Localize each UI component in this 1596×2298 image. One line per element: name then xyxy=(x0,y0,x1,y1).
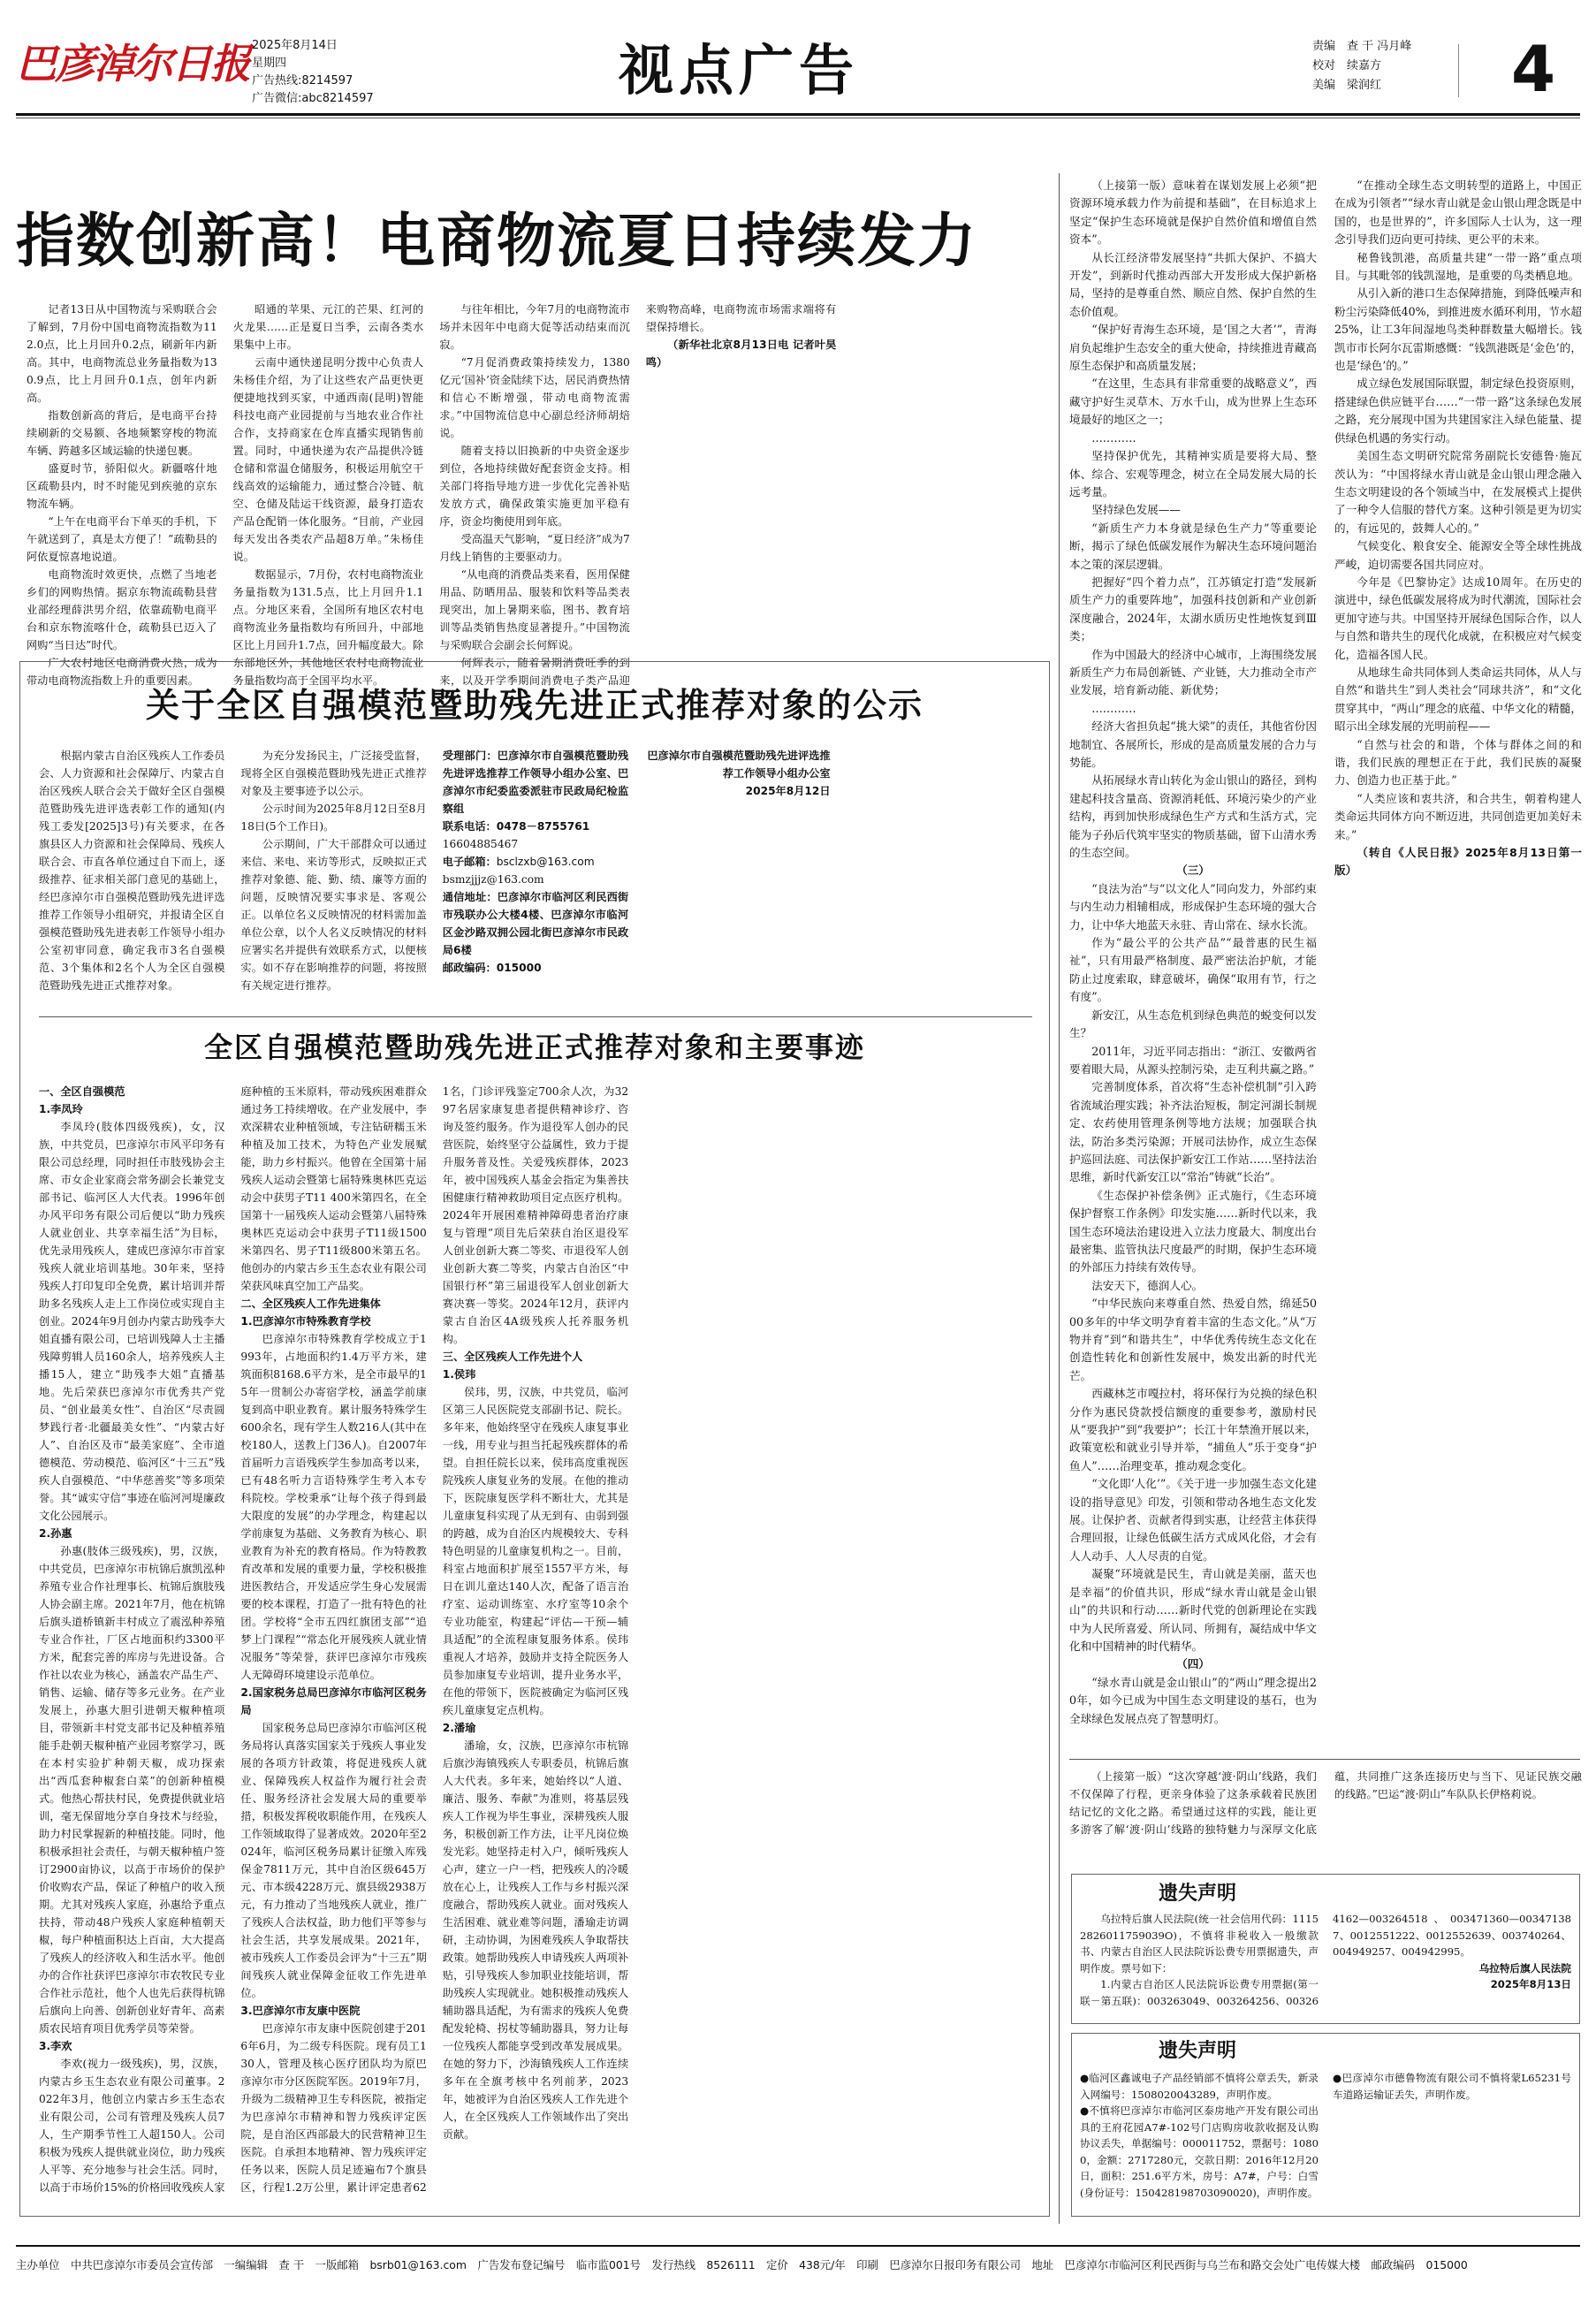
deeds-title: 全区自强模范暨助残先进正式推荐对象和主要事迹 xyxy=(203,1031,865,1064)
section-heading: 三、全区残疾人工作先进个人 xyxy=(442,1351,583,1363)
paragraph: 从拓展绿水青山转化为金山银山的路径，到构建起科技含量高、资源消耗低、环境污染少的产业结构，再到加快形成绿色生产方式和生活方式，完能为子孙后代筑牢坚实的物质基础，留下山清水秀的生态空间。 xyxy=(1069,773,1317,860)
paragraph: 坚持保护优先，其精神实质是要将大局、整体、综合、宏观等理念，树立在全局发展大局的长远考量。 xyxy=(1069,449,1317,498)
subheading: 1.巴彦淖尔市特殊教育学校 xyxy=(240,1315,371,1328)
paragraph: 完善制度体系，首次将“生态补偿机制”引入跨省流域治理实践；补齐法治短板，制定河湖长制规定、农药使用管理条例等地方法规；加强联合执法，防治多类污染源；开展司法协作，成立生态保护巡回法庭、司法保护新安江工作站……坚持法治思维，新时代新安江以“常治”铸就“长治”。 xyxy=(1069,1080,1317,1184)
subheading: 2.孙惠 xyxy=(39,1527,72,1540)
paragraph: 受高温天气影响，“夏日经济”成为7月线上销售的主要驱动力。 xyxy=(439,533,630,563)
paragraph: 随着支持以旧换新的中央资金逐步到位，各地持续做好配套资金支持。相关部门将指导地方进一步优化完善补贴发放方式，确保政策实施更加平稳有序，资金均衡使用到年底。 xyxy=(439,445,630,528)
paragraph: 今年是《巴黎协定》达成10周年。在历史的演进中，绿色低碳发展将成为时代潮流，国际社会更加守迹与共。中国坚持开展绿色国际合作，以人与自然和谐共生的现代化成就，在积极应对气候变化，造福各国人民。 xyxy=(1334,574,1582,661)
paragraph: “在推动全球生态文明转型的道路上，中国正在成为引领者”“绿水青山就是金山银山理念既是中国的，也是世界的”，许多国际人士认为，这一理念引导我们迈向更可持续、更公平的未来。 xyxy=(1334,179,1582,247)
lost-notice-2-title: 遗失声明 xyxy=(1158,2040,1236,2062)
notice-title: 关于全区自强模范暨助残先进正式推荐对象的公示 xyxy=(145,686,923,725)
editor-line: 校对 续嘉方 xyxy=(1312,59,1382,72)
paragraph: 作为“最公平的公共产品”“最普惠的民生福祉”，只有用最严格制度、最严密法治护航，才能防止过度索取，肆意破坏，确保“取用有节，行之有度”。 xyxy=(1069,936,1317,1004)
notice-body xyxy=(39,747,1032,1003)
footer-info: 主办单位 中共巴彦淖尔市委员会宣传部 一编编辑 查 干 一版邮箱 bsrb01@163.com 广告发布登记编号 临市监001号 发行热线 8526111 定价 438元/年 印刷 巴彦淖尔日报印务有限公司 地址 巴彦淖尔市临河区利民西街与乌兰布和路交会处广电传媒大楼 邮政编码 015000 xyxy=(16,2258,1468,2271)
paragraph: 盛夏时节，骄阳似火。新疆喀什地区疏勒县内，时不时能见到疾驰的京东物流车辆。 xyxy=(27,462,217,510)
paragraph: 电商物流时效更快，点燃了当地老乡们的网购热情。据京东物流疏勒县营业部经理薛洪男介绍，依靠疏勒电商平台和京东物流喀什仓，疏勒县已迈入了网购“当日达”时代。 xyxy=(27,568,217,651)
paragraph: 与往年相比，今年7月的电商物流市场并未因年中电商大促等活动结束而沉寂。 xyxy=(439,303,630,351)
subheading: 1.李凤玲 xyxy=(39,1103,83,1115)
editor-line: 责编 查 干 冯月峰 xyxy=(1312,40,1412,53)
paragraph: 2011年，习近平同志指出：“浙江、安徽两省要着眼大局，从源头控制污染，走互利共赢之路。” xyxy=(1069,1044,1317,1076)
paragraph: 从地球生命共同体到人类命运共同体，从人与自然“和谐共生”到人类社会“同球共济”，和“文化贯穿其中，“两山”理念的底蕴、中华文化的精髓，昭示出全球发展的光明前程—— xyxy=(1334,665,1582,734)
lost-notice-1-body xyxy=(1080,1911,1571,2020)
paragraph: ………… xyxy=(1091,701,1136,715)
deeds-body xyxy=(39,1083,1032,2205)
paragraph: 孙惠(肢体三级残疾)，男，汉族，中共党员，巴彦淖尔市杭锦后旗凯泓种养殖专业合作社理事长、杭锦后旗肢残人协会副主席。2021年7月，他在杭锦后旗头道桥镇新丰村成立了震泓种养殖专业合作社，厂区占地面积约3300平方米，配套完善的库房与先进设备。合作社以农业为核心，涵盖农产品生产、销售、运输、储存等多元业务。在产业发展上，孙惠大胆引进朝天椒种植项目，带领新丰村党支部书记及种植养殖能手赴朝天椒种植产业园考察学习，既在本村实验扩种朝天椒，成功探索出“西瓜套种椒套白菜”的创新种植模式。他热心帮扶村民，免费提供就业培训，毫无保留地分享自身技术与经验，助力村民掌握新的种植技能。同时，他积极承担社会责任，与朝天椒种植户签订2900亩协议，以高于市场价的保护价收购农产品，保证了种植户的收入预期。尤其对残疾人家庭，孙惠给予重点扶持，带动48户残疾人家庭种植朝天椒，每户种植面积达上百亩，大大提高了残疾人的经济收入和生活水平。他创办的合作社获评巴彦淖尔市农牧民专业合作社示范社，他个人也先后获得杭锦后旗向上向善、创新创业好青年、高素质农民培育项目优秀学员等荣誉。 xyxy=(39,1545,225,2035)
subheading: 3.巴彦淖尔市友康中医院 xyxy=(240,2005,361,2017)
paragraph: 指数创新高的背后，是电商平台持续刷新的交易额、各地频繁穿梭的物流车辆、跨越多区域运输的快递包裹。 xyxy=(27,409,217,457)
lost-notice-1-title: 遗失声明 xyxy=(1158,1883,1236,1905)
lost-notice-2-body xyxy=(1080,2070,1571,2211)
paragraph: 为充分发扬民主，广泛接受监督，现将全区自强模范暨助残先进正式推荐对象及主要事迹予以公示。 xyxy=(240,750,427,797)
paragraph: “人类应该和衷共济，和合共生，朝着构建人类命运共同体方向不断迈进，共同创造更加美好未来。” xyxy=(1334,791,1582,841)
paragraph: 何辉表示，随着暑期消费旺季的到来，以及开学季期间消费电子类产品迎来购物高峰，电商物流市场需求端将有望保持增长。 xyxy=(439,303,837,687)
paragraph: 《生态保护补偿条例》正式施行，《生态环境保护督察工作条例》印发实施……新时代以来，我国生态环境法治建设进入立法力度最大、制度出台最密集、监管执法尺度最严的时期，保护生态环境的外部压力持续有效传导。 xyxy=(1069,1188,1317,1275)
paragraph: 经济大省担负起“挑大梁”的责任，其他省份因地制宜、各展所长，形成的是高质量发展的合力与势能。 xyxy=(1069,719,1317,769)
section-heading: 二、全区残疾人工作先进集体 xyxy=(240,1297,381,1310)
paragraph: “从电商的消费品类来看，医用保健用品、防晒用品、服装和饮料等品类表现突出，加上暑期来临，图书、教育培训等品类销售热度显著提升。”中国物流与采购联合会副会长何辉说。 xyxy=(439,568,630,651)
paragraph: 凝聚“环境就是民生，青山就是美丽，蓝天也是幸福”的价值共识，形成“绿水青山就是金山银山”的共识和行动……新时代党的创新理论在实践中为人民所喜爱、所认同、所拥有，凝结成中华文化和中国精神的时代精华。 xyxy=(1069,1567,1317,1653)
section-heading: （三） xyxy=(1176,864,1210,878)
paragraph: 从引入新的港口生态保障措施，到降低噪声和粉尘污染降低40%，到推进废水循环利用，节水超25%，让工3年间湿地鸟类种群数量大幅增长。钱凯市市长阿尔瓦雷斯感慨：“钱凯港既是‘金色’的，也是‘绿色’的。” xyxy=(1334,286,1582,373)
phone2: 16604885467 xyxy=(442,838,519,850)
paragraph: ………… xyxy=(1091,430,1136,445)
paragraph: 数据显示，7月份，农村电商物流业务量指数为131.5点，比上月回升1.1点。分地区来看，全国所有地区农村电商物流业务量指数均有所回升，中部地区比上月回升1.7点，回升幅度最大。除东部地区外，其他地区农村电商物流业务量指数均高于全国平均水平。 xyxy=(232,568,424,687)
paragraph: 乌拉特后旗人民法院(统一社会信用代码：11152826011759039O)，不慎将非税收入一般缴款书、内蒙古自治区人民法院诉讼费专用票据遗失，声明作废。票号如下： xyxy=(1080,1913,1319,1975)
editor-line: 美编 梁润红 xyxy=(1312,79,1382,92)
postcode: 邮政编码：015000 xyxy=(442,962,542,974)
paragraph: （上接第一版）“这次穿越‘渡·阴山’线路，我们不仅保障了行程，更亲身体验了这条承载着民族团结记忆的文化之路。希望通过这样的实践，能让更多游客了解‘渡·阴山’线路的独特魅力与深厚文化底蕴，共同推广这条连接历史与当下、见证民族交融的线路。”巴运“渡·阴山”车队队长伊格莉说。 xyxy=(1069,1770,1582,1836)
continued-story xyxy=(1069,1768,1582,1865)
contact-phone: 联系电话：0478－8755761 xyxy=(442,820,590,833)
page-number: 4 xyxy=(1510,32,1556,106)
masthead-logo: 巴彦淖尔日报 xyxy=(16,40,249,88)
paragraph: “新质生产力本身就是绿色生产力”等重要论断，揭示了绿色低碳发展作为解决生态环境问题治本之策的深层逻辑。 xyxy=(1069,521,1317,571)
paragraph: 巴彦淖尔市特殊教育学校成立于1993年，占地面积约1.4万平方米，建筑面积8168.6平方米，是全市最早的15年一贯制公办寄宿学校，涵盖学前康复到高中职业教育。累计服务特殊学生600余名，现有学生人数216人(其中在校180人，送教上门36人)。自2007年首届听力言语残疾学生参加高考以来，已有48名听力言语特殊学生考入本专科院校。学校秉承“让每个孩子得到最大限度的发展”的办学理念，构建起以学前康复为基础、义务教育为核心、职业教育为补充的教育格局。作为特教教育改革和发展的重要力量，学校积极推进医教结合，开发适应学生身心发展需要的校本课程，打造了一批有特色的社团。学校将“全市五四红旗团支部”“追梦上门课程”“常态化开展残疾人就业情况服务”等荣誉，获评巴彦淖尔市残疾人无障碍环境建设示范单位。 xyxy=(240,1333,427,1681)
paragraph: 国家税务总局巴彦淖尔市临河区税务局将认真落实国家关于残疾人事业发展的各项方针政策，将促进残疾人就业、保障残疾人权益作为履行社会责任、服务经济社会发展大局的重要举措，积极发挥税收职能作用，在残疾人工作领域取得了显著成效。2020年至2024年，临河区税务局累计征缴入库残保金7811万元，其中自治区级645万元、市本级4228万元、旗县级2938万元，有力推动了当地残疾人就业，推广了残疾人合法权益，助力他们平等参与社会生活，共享发展成果。2021年，被市残疾人工作委员会评为“十三五”期间残疾人就业保障金征收工作先进单位。 xyxy=(240,1722,427,1999)
paragraph: 李欢(视力一级残疾)，男，汉族，内蒙古乡玉生态农业有限公司董事。2022年3月，他创立内蒙古乡玉生态农业有限公司，公司有管理及残疾人员7人，生产期季节性工人超150人。公司积极为残疾人提供就业岗位，助力残疾人平等、充分地参与社会生活。同时，以高于市场价15%的价格回收残疾人家庭种植的玉米原料，带动残疾困难群众通过务工持续增收。在产业发展中，李欢深耕农业种植领域，专注钻研糯玉米种植及加工技术，为特色产业发展赋能，助力乡村振兴。他曾在全国第十届残疾人运动会暨第七届特殊奥林匹克运动会中获男子T11 400米第四名，在全国第十一届残疾人运动会暨第八届特殊奥林匹克运动会中获男子T11级1500米第四名、男子T11级800米第五名。他创办的内蒙古乡玉生态农业有限公司荣获风味真空加工产品奖。 xyxy=(39,1085,427,2194)
paragraph: 侯玮，男，汉族，中共党员，临河区第三人民医院党支部副书记、院长。多年来，他始终坚守在残疾人康复事业一线，用专业与担当托起残疾群体的希望。自担任院长以来，侯玮高度重视医院残疾人康复业务的发展。在他的推动下，医院康复医学科不断壮大，尤其是儿童康复科实现了从无到有、由弱到强的跨越，成为自治区内规模较大、专科特色明显的儿童康复机构之一。目前，科室占地面积扩展至1557平方米，每日在训儿童达140人次，配备了语言治疗室、运动训练室、水疗室等10余个专业功能室，构建起“评估—干预—辅具适配”的全流程康复服务体系。侯玮重视人才培养，鼓励并支持全院医务人员参加康复专业培训，提升业务水平，在他的带领下，医院被确定为临河区残疾儿童康复定点机构。 xyxy=(442,1386,629,1716)
paragraph: 法安天下，德润人心。 xyxy=(1091,1278,1204,1292)
weekday-text: 星期四 xyxy=(252,57,287,70)
paragraph: 把握好“四个着力点”，江苏镇定打造“发展新质生产力的重要阵地”，加强科技创新和产业创新深度融合，2024年，太湖水质历史性地恢复到Ⅲ类； xyxy=(1069,574,1317,643)
subheading: 2.潘瑜 xyxy=(442,1722,476,1734)
lost-notice-1-date: 2025年8月13日 xyxy=(1490,1978,1571,1990)
paragraph: 李凤玲(肢体四级残疾)，女，汉族，中共党员，巴彦淖尔市风平印务有限公司总经理，同时担任市肢残协会主席、市女企业家商会常务副会长兼党支部书记、临河区人大代表。1996年创办风平印务有限公司后便以“助力残疾人就业创业、共享幸福生活”为目标，优先录用残疾人，建成巴彦淖尔市首家残疾人就业培训基地。30年来，坚持残疾人打印复印全免费，累计培训并帮助多名残疾人走上工作岗位或实现自主创业。2024年9月创办内蒙古助残李大姐直播有限公司，已培训残障人士主播残障剪辑人员160余人，培养残疾人主播15人，建立“助残李大姐”直播基地。先后荣获巴彦淖尔市优秀共产党员、“创业最美女性”、自治区“尽责圆梦践行者·北疆最美女性”、“内蒙古好人”、自治区及市“最美家庭”、全市道德模范、劳动模范、临河区“十三五”残疾人自强模范、“中华慈善奖”等多项荣誉。其“诚实守信”事迹在临河河堤廉政文化公园展示。 xyxy=(39,1121,225,1522)
ad-wechat: 广告微信:abc8214597 xyxy=(252,92,374,105)
date-text: 2025年8月14日 xyxy=(252,39,338,52)
paragraph: “上午在电商平台下单买的手机，下午就送到了，真是太方便了！”疏勒县的阿依夏惊喜地说道。 xyxy=(27,515,217,563)
commentary-body xyxy=(1069,177,1582,1750)
signature-org: 巴彦淖尔市自强模范暨助残先进评选推荐工作领导小组办公室 xyxy=(647,750,831,780)
commentary-source: （转自《人民日报》2025年8月13日第一版） xyxy=(1334,846,1582,878)
article1-source: （新华社北京8月13日电 记者叶昊鸣） xyxy=(645,339,837,369)
paragraph: “中华民族向来尊重自然、热爱自然，绵延5000多年的中华文明孕育着丰富的生态文化。”从“万物并育”到“和谐共生”，中华优秀传统生态文化在创造性转化和创新性发展中，焕发出新的时代光芒。 xyxy=(1069,1297,1317,1382)
article1-body xyxy=(27,301,1043,707)
email2: bsmzjjjz@163.com xyxy=(442,873,544,886)
contact-dept: 受理部门：巴彦淖尔市自强模范暨助残先进评选推荐工作领导小组办公室、巴彦淖尔市纪委监委派驻市民政局纪检监察组 xyxy=(442,750,629,815)
section-heading: （四） xyxy=(1176,1657,1210,1671)
paragraph: 气候变化、粮食安全、能源安全等全球性挑战严峻，迫切需要各国共同应对。 xyxy=(1334,539,1582,571)
paragraph: 1.内蒙古自治区人民法院诉讼费专用票据(第一联－第五联)：003263049、003264256、003264162—003264518、003471360—003471387、0012551222、0012552639、003740264、004949257、004942995。 xyxy=(1080,1913,1571,2007)
paragraph: 潘瑜，女，汉族，巴彦淖尔市杭锦后旗沙海镇残疾人专职委员，杭锦后旗人大代表。多年来，她始终以“人道、廉洁、服务、奉献”为准则，将基层残疾人工作视为毕生事业，深耕残疾人服务，积极创新工作方法，让平凡岗位焕发光彩。她坚持走村入户，倾听残疾人心声，建立一户一档，把残疾人的冷暖放在心上，让残疾人工作与乡村振兴深度融合，帮助残疾人就业。面对残疾人生活困难、就业难等问题，潘瑜走访调研，主动协调，为困难残疾人争取帮扶政策。她帮助残疾人申请残疾人两项补贴，引导残疾人参加职业技能培训，帮助残疾人实现就业。她积极推动残疾人辅助器具适配，为有需求的残疾人免费配发轮椅、拐杖等辅助器具，努力让每一位残疾人都能享受到改革发展成果。在她的努力下，沙海镇残疾人工作连续多年在全旗考核中名列前茅，2023年，她被评为自治区残疾人工作先进个人，在全区残疾人工作领域作出了突出贡献。 xyxy=(442,1739,629,2141)
paragraph: 坚持绿色发展—— xyxy=(1091,503,1181,517)
paragraph: 作为中国最大的经济中心城市，上海围绕发展新质生产力布局创新链、产业链，大力推动全市产业发展，培育新动能、新优势； xyxy=(1069,647,1317,697)
paragraph: “文化即‘人化’”。《关于进一步加强生态文化建设的指导意见》印发，引领和带动各地生态文化发展。让保护者、贡献者得到实惠，让经营主体获得合理回报，让绿色低碳生活方式成风化俗，才会有人人动手、人人尽责的自觉。 xyxy=(1069,1477,1317,1563)
paragraph: 秘鲁钱凯港，高质量共建“一带一路”重点项目。与其毗邻的钱凯湿地，是重要的鸟类栖息地。 xyxy=(1334,250,1582,283)
lost-notice-1-signature: 乌拉特后旗人民法院 xyxy=(1478,1961,1571,1975)
email1: bsclzxb@163.com xyxy=(496,856,595,868)
email-label: 电子邮箱： xyxy=(442,856,497,868)
editors-box xyxy=(1312,37,1411,95)
signature-date: 2025年8月12日 xyxy=(745,785,831,797)
paragraph: 广大农村地区电商消费火热，成为带动电商物流指数上升的重要因素。 xyxy=(27,657,217,687)
paragraph: “良法为治”与“以文化人”同向发力，外部约束与内生动力相辅相成，形成保护生态环境的强大合力，让中华大地蓝天永驻、青山常在、绿水长流。 xyxy=(1069,881,1317,932)
paragraph: “7月促消费政策持续发力，1380亿元‘国补’资金陆续下达，居民消费热情和信心不断增强，带动电商物流需求。”中国物流信息中心副总经济师胡焙说。 xyxy=(439,356,630,439)
ad-hotline: 广告热线:8214597 xyxy=(252,74,353,88)
paragraph: 昭通的苹果、元江的芒果、红河的火龙果……正是夏日当季，云南各类水果集中上市。 xyxy=(232,303,424,351)
lost-item: ●巴彦淖尔市德鲁物流有限公司不慎将蒙L65231号车道路运输证丢失，声明作废。 xyxy=(1333,2072,1571,2101)
paragraph: 巴彦淖尔市友康中医院创建于2016年6月，为二级专科医院。现有员工130人，管理及核心医疗团队均为原巴彦淖尔市分区医院军医。2019年7月，升级为二级精神卫生专科医院，被指定为巴彦淖尔市精神和智力残疾评定医院，是自治区西部最大的民营精神卫生医院。自承担本地精神、智力残疾评定任务以来，医院人员足迹遍布7个旗县区，行程1.2万公里，累计评定患者621名，门诊评残鉴定700余人次，为3297名居家康复患者提供精神诊疗、咨询及签约服务。作为退役军人创办的民营医院，始终坚守公益属性，致力于提升服务普及性。关爱残疾群体，2023年，被中国残疾人基金会指定为集善扶困健康行精神救助项目定点医疗机构。2024年开展困难精神障碍患者治疗康复与管理”项目先后荣获自治区退役军人创业创新大赛二等奖、市退役军人创业创新大赛二等奖，内蒙古自治区“中国银行杯”第三届退役军人创业创新大赛决赛一等奖。2024年12月，获评内蒙古自治区4A级残疾人托养服务机构。 xyxy=(240,1085,629,2194)
subheading: 2.国家税务总局巴彦淖尔市临河区税务局 xyxy=(240,1686,427,1716)
paragraph: 从长江经济带发展坚持“共抓大保护、不搞大开发”，到新时代推动西部大开发形成大保护新格局，坚持的是尊重自然、顺应自然、保护自然的生态价值观。 xyxy=(1069,250,1317,318)
lost-item: ●临河区鑫诚电子产品经销部不慎将公章丢失，新录入网编号：1508020043289，声明作废。 xyxy=(1080,2072,1319,2101)
paragraph: “自然与社会的和谐，个体与群体之间的和谐，我们民族的理想正在于此，我们民族的凝聚力、创造力也正基于此。” xyxy=(1334,737,1582,788)
address: 通信地址：巴彦淖尔市临河区利民西街市残联办公大楼4楼、巴彦淖尔市临河区金沙路双拥公园北街巴彦淖尔市民政局6楼 xyxy=(442,891,629,956)
issue-date xyxy=(252,37,374,108)
paragraph: 成立绿色发展国际联盟，制定绿色投资原则，搭建绿色供应链平台……“一带一路”这条绿色发展之路，充分展现中国为共建国家注入绿色能量、提供绿色机遇的务实行动。 xyxy=(1334,377,1582,445)
lost-item: ●不慎将巴彦淖尔市临河区泰房地产开发有限公司出具的王府花园A7#-102号门店购房收款收据及认购协议丢失，单据编号：000011752，票据号：10800，金额：2717280元，交款日期：2016年12月20日，面积：251.6平方米，房号：A7#，户号：白雪(身份证号：150428198703090020)，声明作废。 xyxy=(1080,2104,1319,2199)
paragraph: 记者13日从中国物流与采购联合会了解到，7月份中国电商物流指数为112.0点，比上月回升0.2点，刷新年内新高。其中，电商物流总业务量指数为130.9点，比上月回升0.1点，创年内新高。 xyxy=(27,303,217,404)
article1-title: 指数创新高！电商物流夏日持续发力 xyxy=(16,207,977,275)
subheading: 1.侯玮 xyxy=(442,1368,476,1381)
paragraph: 根据内蒙古自治区残疾人工作委员会、人力资源和社会保障厅、内蒙古自治区残疾人联合会关于做好全区自强模范暨助残先进评选表彰工作的通知(内残工委发[2025]3号)有关要求，在各旗县区人力资源和社会保障局、残疾人联合会、市直各单位通过自下而上，逐级推荐、征求相关部门意见的基础上，经巴彦淖尔市自强模范暨助残先进评选推荐工作领导小组研究，并报请全区自强模范暨助残先进表彰工作领导小组办公室初审同意，确定我市3名自强模范、3个集体和2名个人为全区自强模范暨助残先进正式推荐对象。 xyxy=(39,750,225,992)
paragraph: 云南中通快递昆明分拨中心负责人朱杨佳介绍，为了让这些农产品更快更便捷地找到买家，中通西南(昆明)智能科技电商产业园提前与当地农业合作社合作，支持商家在仓库直播实现销售前置。同时，中通快递为农产品提供冷链仓储和常温仓储服务，积极运用航空干线高效的运输能力，通过整合冷链、航空、仓储及陆运干线资源，最身打造农产品仓配销一体化服务。“目前，产业园每天发出各类农产品超8万单。”朱杨佳说。 xyxy=(232,356,424,563)
paragraph: 西藏林芝市嘎拉村，将环保行为兑换的绿色积分作为惠民贷款授信额度的重要参考，激励村民从“要我护”到“我要护”；长江十年禁渔开展以来，政策宽松和就业引导并举，“捕鱼人”乐于变身“护鱼人”……治理变革，推动观念变化。 xyxy=(1069,1387,1317,1472)
paragraph: 美国生态文明研究院常务副院长安德鲁·施瓦茨认为：“中国将绿水青山就是金山银山理念融入生态文明建设的各个领域当中，在发展模式上提供了一种令人信服的替代方案。这种引领是更为切实的，有远见的，鼓舞人心的。” xyxy=(1334,449,1582,535)
paragraph: 公示时间为2025年8月12日至8月18日(5个工作日)。 xyxy=(240,803,427,833)
paragraph: 公示期间，广大干部群众可以通过来信、来电、来访等形式，反映拟正式推荐对象德、能、勤、绩、廉等方面的问题，反映情况要实事求是、客观公正。以单位名义反映情况的材料需加盖单位公章，以个人名义反映情况的材料应署实名并提供有效联系方式，以便核实。如不存在影响推荐的问题，将按照有关规定进行推荐。 xyxy=(240,838,427,992)
paragraph: 新安江，从生态危机到绿色典范的蜕变何以发生？ xyxy=(1069,1008,1317,1040)
paragraph: “绿水青山就是金山银山”的“两山”理念提出20年，如今已成为中国生态文明建设的基石，也为全球绿色发展点亮了智慧明灯。 xyxy=(1069,1675,1317,1725)
subheading: 3.李欢 xyxy=(39,2040,72,2052)
paragraph: “保护好青海生态环境，是‘国之大者’”，青海肩负起维护生态安全的重大使命，持续推进青藏高原生态保护和高质量发展； xyxy=(1069,323,1317,373)
section-heading: 一、全区自强模范 xyxy=(39,1085,125,1098)
paragraph: （上接第一版）意味着在谋划发展上必须“把资源环境承载力作为前提和基础”，在目标追求上坚定“保护生态环境就是保护自然价值和增值自然资本”。 xyxy=(1069,179,1317,247)
section-title: 视点广告 xyxy=(619,38,860,103)
paragraph: “在这里，生态具有非常重要的战略意义”，西藏守护好生灵草木、万水千山，成为世界上生态环境最好的地区之一； xyxy=(1069,377,1317,427)
